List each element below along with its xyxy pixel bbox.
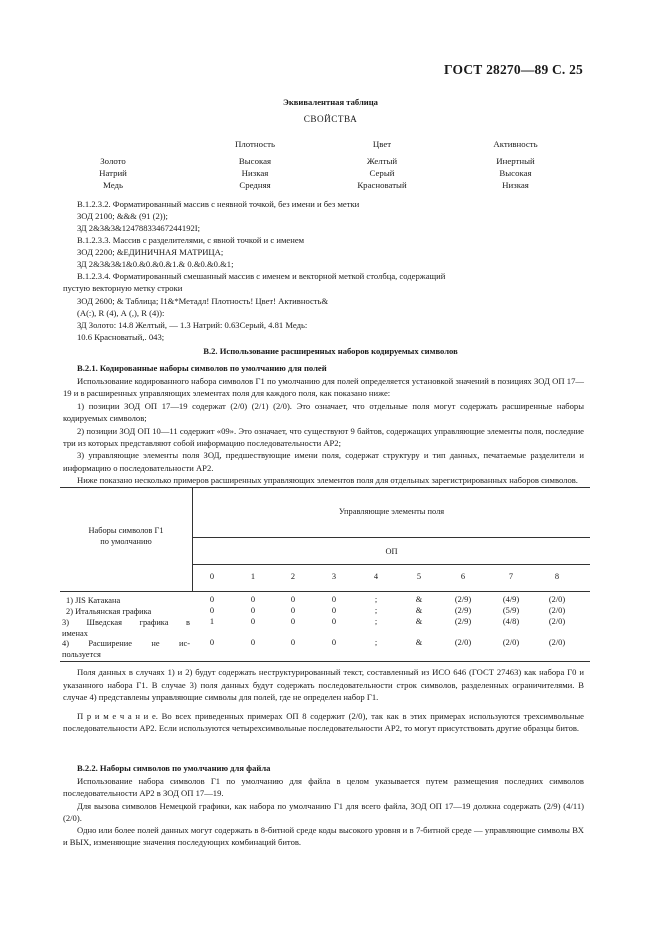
equiv-row: Золото Высокая Желтый Инертный xyxy=(100,156,535,166)
column-header: 7 xyxy=(508,572,514,581)
table-cell: (2/0) xyxy=(502,638,520,647)
text-line: пустую векторную метку строки xyxy=(63,283,183,293)
table-cell: 1 xyxy=(209,617,215,626)
text-line: В.1.2.3.4. Форматированный смешанный массив с именем и векторной меткой столбца, содержащий xyxy=(77,271,446,281)
table-cell: & xyxy=(415,595,423,604)
table-left-header: Наборы символов Г1 по умолчанию xyxy=(88,526,164,546)
table-cell: 0 xyxy=(290,606,296,615)
table-row-label: 3) Шведская графика в именах xyxy=(62,618,190,638)
table-cell: 0 xyxy=(250,617,256,626)
table-cell: 0 xyxy=(209,638,215,647)
after-table-body xyxy=(63,666,584,735)
table-cell: (2/0) xyxy=(548,638,566,647)
table-cell: (2/0) xyxy=(454,638,472,647)
paragraph: Использование кодированного набора символов Г1 по умолчанию для полей определяется установкой значений в позициях ЗОД ОП 17—19 и в расширенных управляющих элементах поля для каждого поля, как показано ниже: xyxy=(63,376,584,399)
equiv-table-title: Эквивалентная таблица xyxy=(283,97,378,107)
col-header-color: Цвет xyxy=(372,139,392,149)
table-cell: ; xyxy=(374,595,378,604)
note-paragraph: П р и м е ч а н и е. Во всех приведенных примерах ОП 8 содержит (2/0), так как в этих примерах используются трехсимвольные последовательности АР2. Если используются четырехсимвольные последовательности АР2, то могут присутствовать другие образцы битов. xyxy=(63,710,584,734)
section-b22-body xyxy=(63,775,584,849)
paragraph: Одно или более полей данных могут содержать в 8-битной среде коды высокого уровня и в 7-битной среде — управляющие символы ВХ и ВЫХ, изменяющие значения последующих комбинаций битов. xyxy=(63,825,584,848)
text-line: ЗД Золото: 14.8 Желтый, — 1.3 Натрий: 0.63Серый, 4.81 Медь: xyxy=(77,320,308,330)
table-top-header: Управляющие элементы поля xyxy=(338,507,445,516)
table-cell: 0 xyxy=(331,606,337,615)
paragraph: Для вызова символов Немецкой графики, как набора по умолчанию Г1 для всего файла, ЗОД ОП 17—19 должна содержать (2/9) (4/11) (2/0). xyxy=(63,800,584,823)
table-row-label: 1) JIS Катакана xyxy=(66,596,121,605)
column-header: 3 xyxy=(331,572,337,581)
paragraph: Ниже показано несколько примеров расширенных управляющих элементов поля для отдельных зарегистрированных наборов символов. xyxy=(77,475,578,486)
text-line: В.1.2.3.3. Массив с разделителями, с явной точкой и с именем xyxy=(77,235,305,245)
column-header: 4 xyxy=(373,572,379,581)
paragraph: Использование набора символов Г1 по умолчанию для файла в целом указывается путем размещения последних символов последовательности АР2 в ЗОД ОП 17—19. xyxy=(63,776,584,799)
table-cell: & xyxy=(415,638,423,647)
table-cell: 0 xyxy=(290,595,296,604)
table-cell: (4/8) xyxy=(502,617,520,626)
equiv-table-subtitle: СВОЙСТВА xyxy=(303,114,358,124)
table-cell: ; xyxy=(374,606,378,615)
table-cell: 0 xyxy=(331,617,337,626)
paragraph: 1) позиции ЗОД ОП 17—19 содержат (2/0) (2/1) (2/0). Это означает, что отдельные поля могут содержать расширенные наборы кодируемых символов; xyxy=(63,400,584,424)
text-line: ЗОД 2200; &ЕДИНИЧНАЯ МАТРИЦА; xyxy=(77,247,224,257)
table-cell: (4/9) xyxy=(502,595,520,604)
table-row-label: 4) Расширение не ис- пользуется xyxy=(62,639,190,659)
paragraph: 3) управляющие элементы поля ЗОД, предшествующие имени поля, содержат структуру и тип данных, печатаемые разделители и информацию о последовательности АР2. xyxy=(63,450,584,473)
column-header: 8 xyxy=(554,572,560,581)
col-header-density: Плотность xyxy=(235,139,275,149)
col-header-activity: Активность xyxy=(493,139,538,149)
table-op-header: ОП xyxy=(385,547,398,556)
table-cell: 0 xyxy=(331,595,337,604)
page-header: ГОСТ 28270—89 С. 25 xyxy=(444,62,583,77)
text-line: В.1.2.3.2. Форматированный массив с неявной точкой, без имени и без метки xyxy=(77,199,360,209)
section-title-b2: В.2. Использование расширенных наборов кодируемых символов xyxy=(203,346,458,356)
table-cell: (2/0) xyxy=(548,617,566,626)
equiv-row: Натрий Низкая Серый Высокая xyxy=(99,168,532,178)
table-cell: (2/9) xyxy=(454,606,472,615)
table-cell: (5/9) xyxy=(502,606,520,615)
text-line: ЗОД 2600; & Таблица; I1&*Метадл! Плотность! Цвет! Активность& xyxy=(77,296,329,306)
column-header: 1 xyxy=(250,572,256,581)
table-cell: & xyxy=(415,606,423,615)
table-cell: 0 xyxy=(209,606,215,615)
column-header: 6 xyxy=(460,572,466,581)
table-cell: 0 xyxy=(331,638,337,647)
column-header: 0 xyxy=(209,572,215,581)
table-cell: & xyxy=(415,617,423,626)
table-cell: (2/0) xyxy=(548,606,566,615)
table-row-label: 2) Итальянская графика xyxy=(66,607,152,616)
paragraph: Поля данных в случаях 1) и 2) будут содержать неструктурированный текст, составленный из ИСО 646 (ГОСТ 27463) как набора Г0 и указанного набора Г1. В случае 3) поля данных будут содержать последовательности строк символов, разделенных ограничителями. В случае 4) представлены управляющие символы для полей, где не определен набор Г1. xyxy=(63,667,584,703)
table-cell: 0 xyxy=(290,638,296,647)
table-cell: 0 xyxy=(209,595,215,604)
table-cell: (2/9) xyxy=(454,595,472,604)
table-cell: 0 xyxy=(250,595,256,604)
section-heading-b21: В.2.1. Кодированные наборы символов по умолчанию для полей xyxy=(77,363,327,373)
table-cell: (2/0) xyxy=(548,595,566,604)
text-line: 10.6 Красноватый,. 043; xyxy=(77,332,165,342)
table-cell: 0 xyxy=(290,617,296,626)
column-header: 5 xyxy=(416,572,422,581)
table-cell: (2/9) xyxy=(454,617,472,626)
text-line: ЗД 2&3&3&1&0.&0.&0.&1.& 0.&0.&0.&1; xyxy=(77,259,234,269)
table-cell: 0 xyxy=(250,606,256,615)
text-line: ЗОД 2100; &&& (91 (2)); xyxy=(77,211,168,221)
equiv-row: Медь Средняя Красноватый Низкая xyxy=(103,180,529,190)
table-cell: ; xyxy=(374,617,378,626)
column-header: 2 xyxy=(290,572,296,581)
section-heading-b22: В.2.2. Наборы символов по умолчанию для файла xyxy=(77,763,271,773)
section-b21-body xyxy=(63,375,584,487)
table-cell: ; xyxy=(374,638,378,647)
paragraph: 2) позиции ЗОД ОП 10—11 содержит «09». Это означает, что существуют 9 байтов, содержащих управляющие элементы поля, последние три из которых представляют собой информацию последовательности АР2; xyxy=(63,425,584,449)
text-line: ЗД 2&3&3&12478833467244192I; xyxy=(77,223,201,233)
text-line: (А(:), R (4), А (,), R (4)): xyxy=(77,308,165,318)
table-cell: 0 xyxy=(250,638,256,647)
